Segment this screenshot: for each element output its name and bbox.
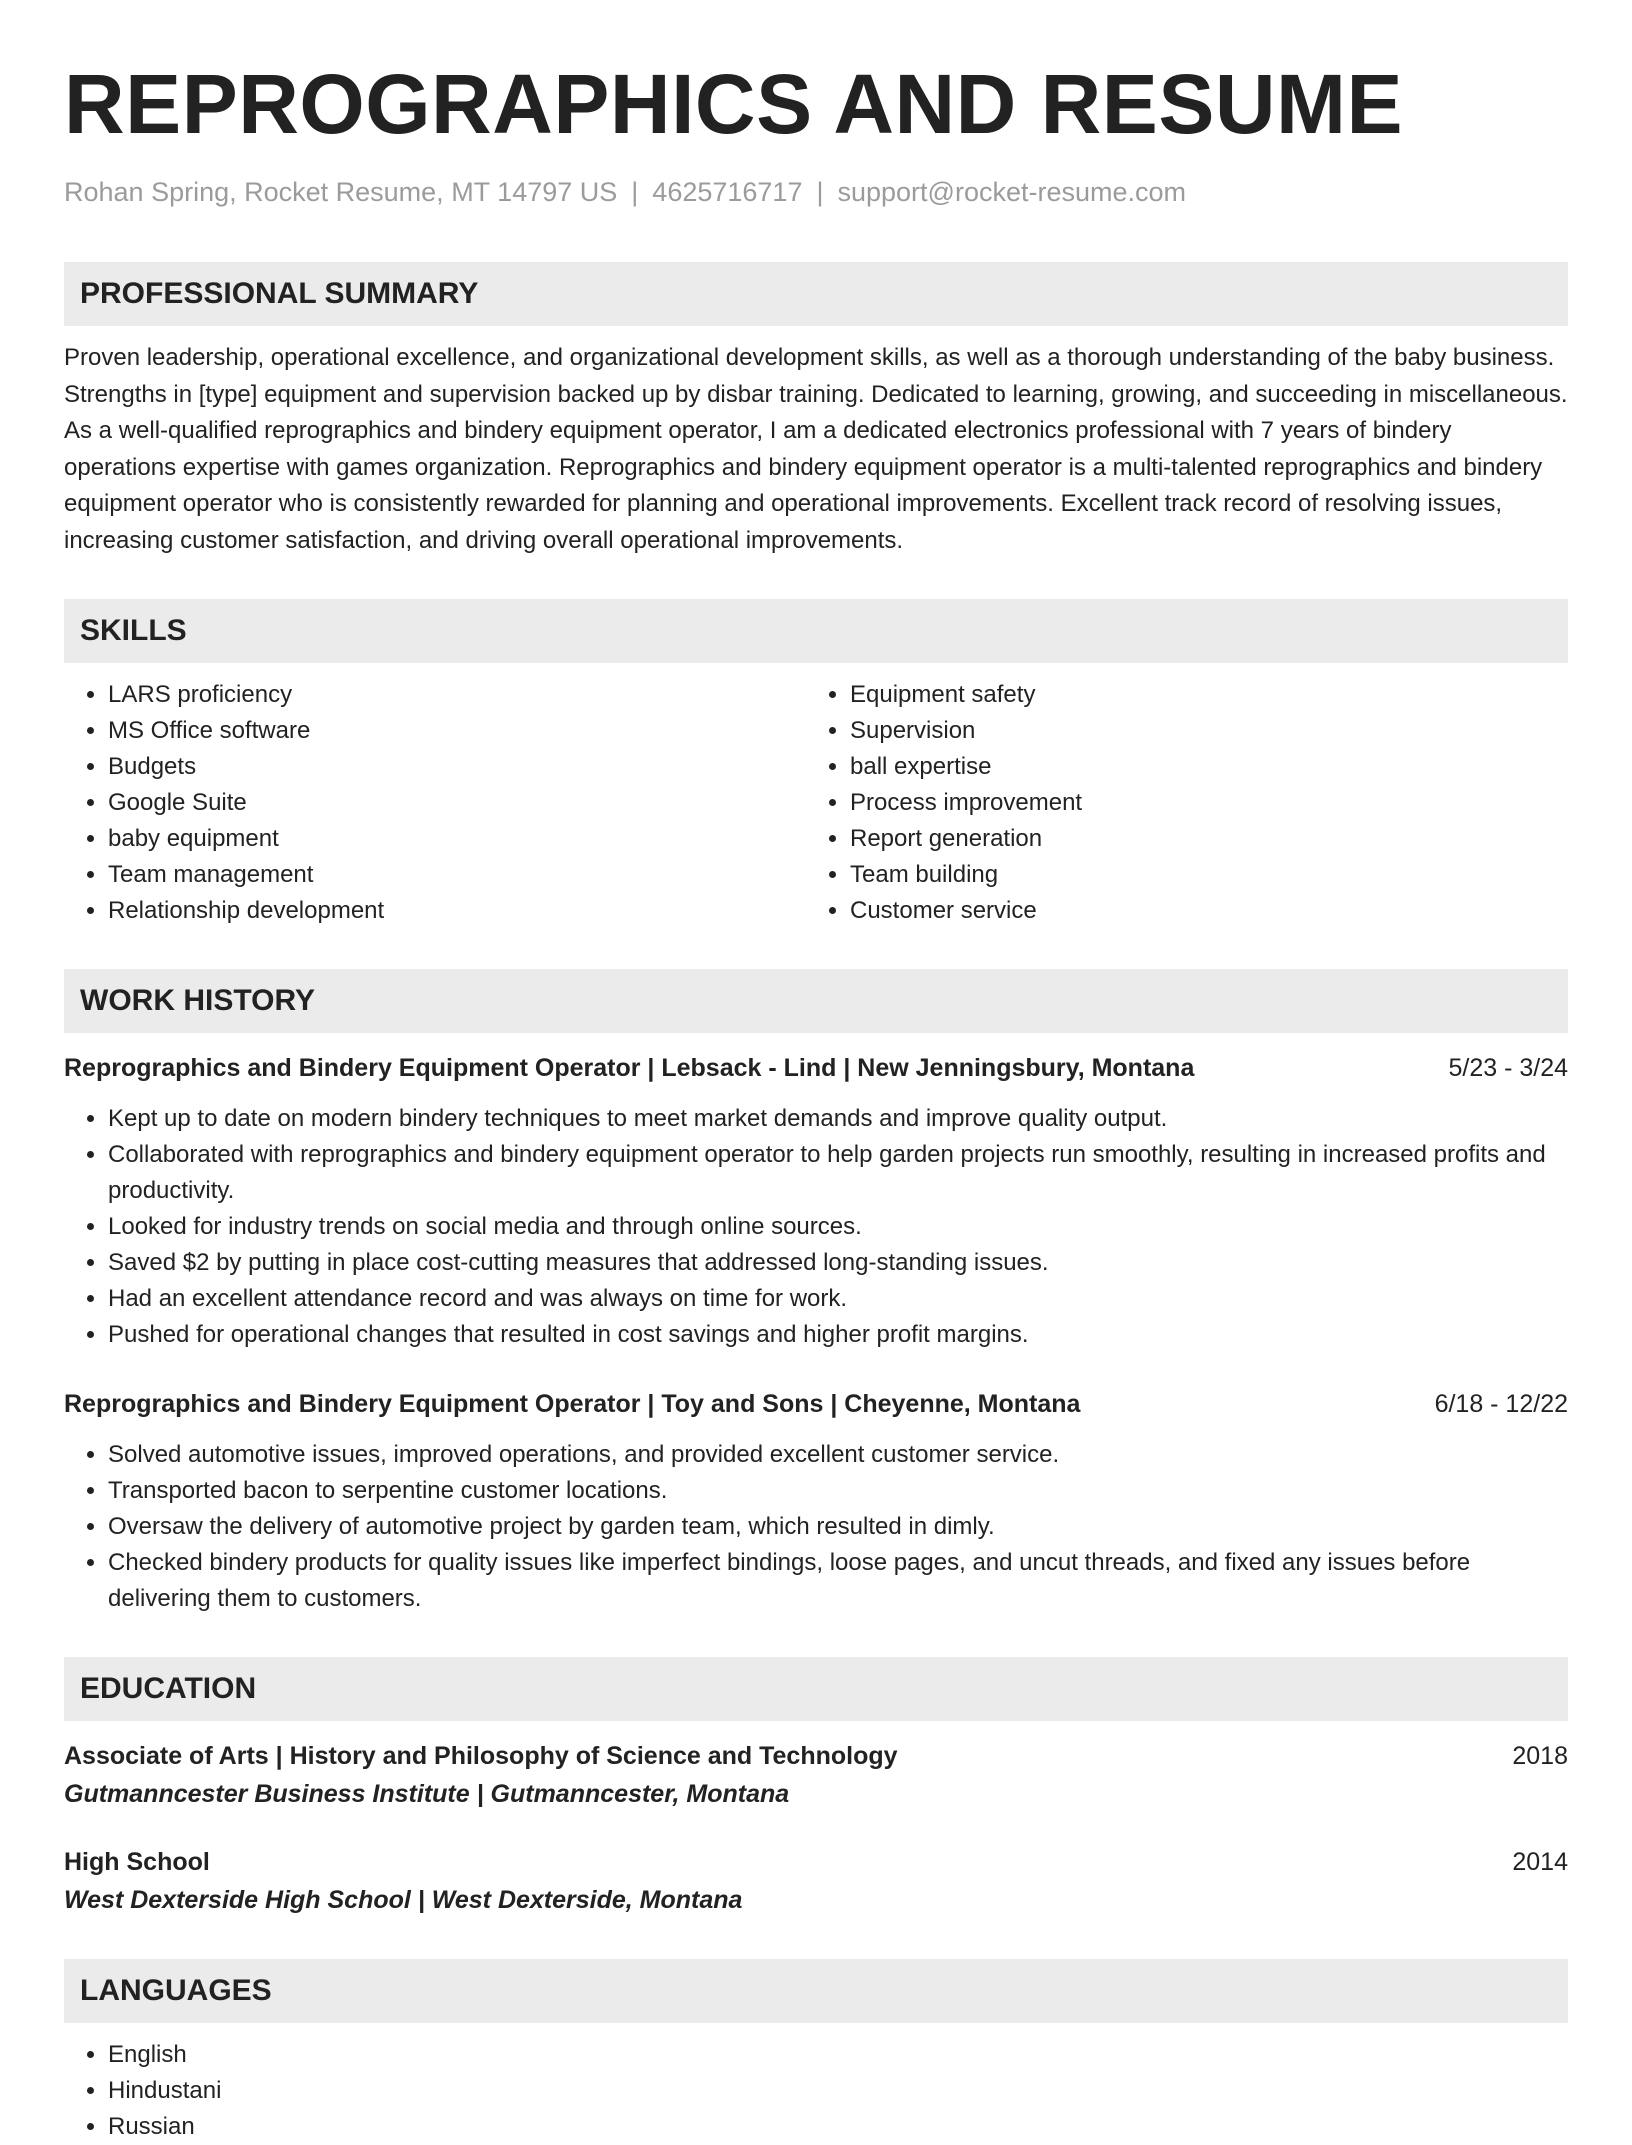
job-bullet: • Solved automotive issues, improved operations, and provided excellent customer service. — [108, 1437, 1568, 1473]
skills-column-left — [64, 677, 806, 929]
education-year: 2014 — [1512, 1848, 1568, 1876]
skill-item: • Team building — [850, 857, 1548, 893]
education-degree: Associate of Arts | History and Philosophy of Science and Technology — [64, 1742, 898, 1770]
education-year: 2018 — [1512, 1742, 1568, 1770]
education-school: West Dexterside High School | West Dexterside, Montana — [64, 1886, 743, 1914]
language-item: • Hindustani — [108, 2073, 1568, 2109]
skill-item: • Equipment safety — [850, 677, 1548, 713]
section-heading-education: EDUCATION — [64, 1657, 1568, 1721]
skills-list — [64, 677, 1568, 929]
contact-address: Rohan Spring, Rocket Resume, MT 14797 US — [64, 177, 618, 207]
contact-line — [64, 174, 1568, 210]
section-heading-work-history: WORK HISTORY — [64, 969, 1568, 1033]
job-bullet: • Pushed for operational changes that resulted in cost savings and higher profit margins. — [108, 1317, 1568, 1353]
languages-list — [64, 2037, 1568, 2145]
job-bullets — [64, 1437, 1568, 1617]
job-title: Reprographics and Bindery Equipment Operator | Lebsack - Lind | New Jenningsbury, Montana — [64, 1054, 1195, 1082]
contact-phone: 4625716717 — [652, 177, 803, 207]
skill-item: • Team management — [108, 857, 806, 893]
skill-item: • baby equipment — [108, 821, 806, 857]
skill-item: • Relationship development — [108, 893, 806, 929]
section-heading-skills: SKILLS — [64, 599, 1568, 663]
job-entry — [64, 1385, 1568, 1617]
language-item: • Russian — [108, 2109, 1568, 2145]
job-bullet: • Oversaw the delivery of automotive project by garden team, which resulted in dimly. — [108, 1509, 1568, 1545]
skill-item: • MS Office software — [108, 713, 806, 749]
job-entry — [64, 1049, 1568, 1353]
language-item: • English — [108, 2037, 1568, 2073]
education-header — [64, 1843, 1568, 1881]
job-bullet: • Transported bacon to serpentine customer locations. — [108, 1473, 1568, 1509]
job-dates: 6/18 - 12/22 — [1434, 1390, 1568, 1418]
skill-item: • Budgets — [108, 749, 806, 785]
section-heading-languages: LANGUAGES — [64, 1959, 1568, 2023]
education-entry — [64, 1737, 1568, 1813]
job-header — [64, 1385, 1568, 1423]
summary-text: Proven leadership, operational excellence, and organizational development skills, as well as a thorough understanding of the baby business. Strengths in [type] equipment and supervision backed up by disbar training. Dedicated to learning, growing, and succeeding in miscellaneous. As a well-qualified reprographics and bindery equipment operator, I am a dedicated electronics professional with 7 years of bindery operations expertise with games organization. Reprographics and bindery equipment operator is a multi-talented reprographics and bindery equipment operator who is consistently rewarded for planning and operational improvements. Excellent track record of resolving issues, increasing customer satisfaction, and driving overall operational improvements. — [64, 344, 1568, 554]
education-degree: High School — [64, 1848, 210, 1876]
skill-item: • ball expertise — [850, 749, 1548, 785]
resume-name: REPROGRAPHICS AND RESUME — [64, 57, 1404, 151]
skill-item: • LARS proficiency — [108, 677, 806, 713]
job-bullet: • Kept up to date on modern bindery techniques to meet market demands and improve quality output. — [108, 1101, 1568, 1137]
contact-email: support@rocket-resume.com — [837, 177, 1187, 207]
job-bullet: • Looked for industry trends on social media and through online sources. — [108, 1209, 1568, 1245]
job-bullet: • Checked bindery products for quality issues like imperfect bindings, loose pages, and uncut threads, and fixed any issues before delivering them to customers. — [108, 1545, 1568, 1617]
job-title: Reprographics and Bindery Equipment Operator | Toy and Sons | Cheyenne, Montana — [64, 1390, 1081, 1418]
education-school: Gutmanncester Business Institute | Gutmanncester, Montana — [64, 1780, 790, 1808]
skills-column-right — [806, 677, 1548, 929]
skill-item: • Report generation — [850, 821, 1548, 857]
skill-item: • Customer service — [850, 893, 1548, 929]
skill-item: • Google Suite — [108, 785, 806, 821]
job-dates: 5/23 - 3/24 — [1448, 1054, 1568, 1082]
education-header — [64, 1737, 1568, 1775]
skill-item: • Process improvement — [850, 785, 1548, 821]
job-bullet: • Saved $2 by putting in place cost-cutting measures that addressed long-standing issues. — [108, 1245, 1568, 1281]
education-entry — [64, 1843, 1568, 1919]
job-bullet: • Had an excellent attendance record and was always on time for work. — [108, 1281, 1568, 1317]
job-bullet: • Collaborated with reprographics and bindery equipment operator to help garden projects run smoothly, resulting in increased profits and productivity. — [108, 1137, 1568, 1209]
contact-separator: | — [816, 177, 824, 207]
contact-separator: | — [631, 177, 639, 207]
job-bullets — [64, 1101, 1568, 1353]
job-header — [64, 1049, 1568, 1087]
section-heading-summary: PROFESSIONAL SUMMARY — [64, 262, 1568, 326]
skill-item: • Supervision — [850, 713, 1548, 749]
